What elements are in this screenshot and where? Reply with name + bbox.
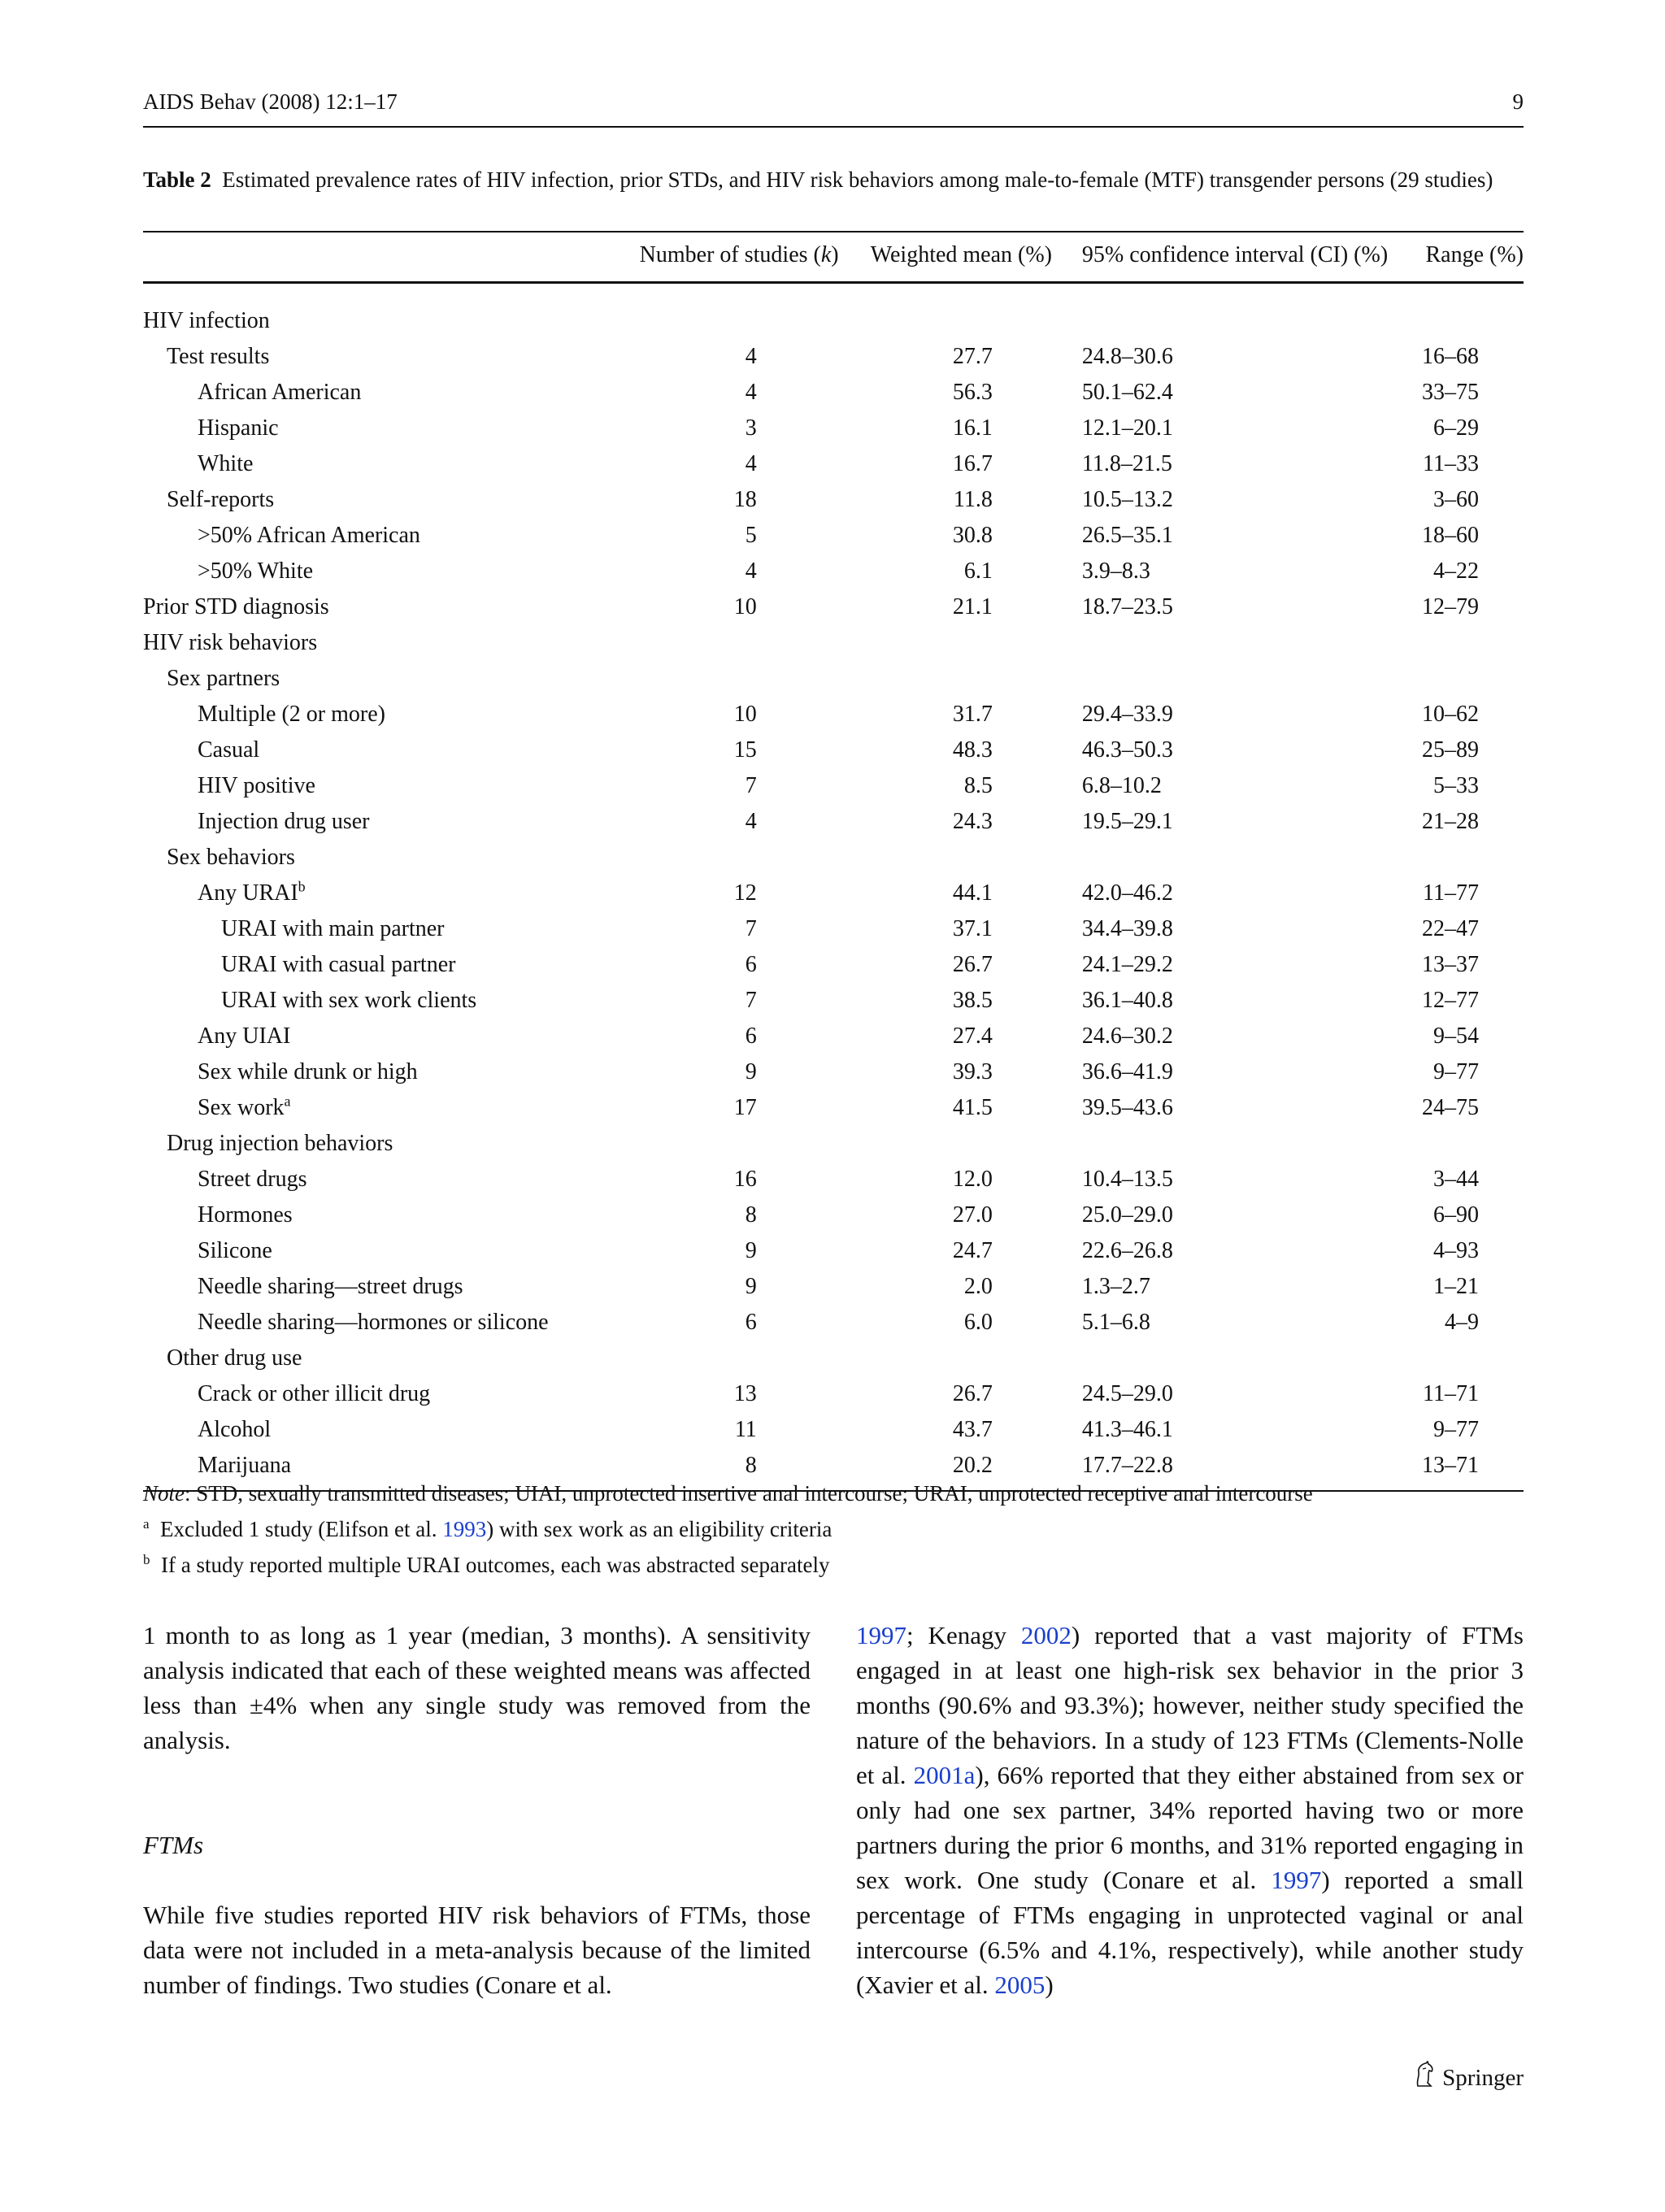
table-row [143,1376,1524,1412]
cell-range [1422,1126,1524,1162]
cell-k [640,1126,871,1162]
table-row [143,947,1524,983]
page-number: 9 [1512,89,1524,114]
cell-range: 3–44 [1433,1167,1479,1192]
cell-k: 13 [733,1381,757,1406]
section-title: FTMs [143,1831,204,1859]
citation-link[interactable]: 2005 [994,1971,1046,1999]
cell-mean: 27.0 [952,1202,993,1228]
col-header-ci: 95% confidence interval (CI) (%) [1081,242,1389,267]
col-header-range: Range (%) [1425,242,1524,267]
row-label [143,840,640,876]
row-label [143,554,640,589]
cell-range: 11–71 [1423,1381,1479,1406]
row-label [143,804,640,840]
cell-ci: 36.1–40.8 [1081,988,1173,1013]
cell-mean: 43.7 [952,1417,993,1442]
table-row [143,732,1524,768]
cell-ci: 50.1–62.4 [1081,380,1173,405]
cell-range: 4–22 [1433,558,1479,584]
row-label [143,947,640,983]
footnote-b-text: If a study reported multiple URAI outcomes, each was abstracted separately [161,1553,830,1577]
cell-k: 5 [745,523,757,548]
cell-k: 9 [745,1274,757,1299]
cell-range: 18–60 [1422,523,1479,548]
cell-k [640,303,871,339]
cell-k: 17 [733,1095,757,1120]
cell-mean [871,840,1082,876]
row-label-text: URAI with sex work clients [221,988,477,1013]
cell-mean [871,1341,1082,1376]
table-row [143,1162,1524,1197]
col-header-label [143,232,640,283]
publisher-footer [1411,2061,1524,2095]
cell-ci [1082,1341,1422,1376]
cell-range: 33–75 [1422,380,1479,405]
cell-k [640,661,871,697]
row-label [143,1341,640,1376]
cell-range: 9–54 [1433,1023,1479,1049]
cell-mean: 2.0 [963,1274,993,1299]
table-caption [143,165,1524,194]
cell-range [1422,625,1524,661]
table-row [143,1341,1524,1376]
cell-ci: 12.1–20.1 [1081,415,1173,441]
row-label [143,411,640,446]
row-label [143,1090,640,1126]
cell-k: 6 [745,1023,757,1049]
row-label-text: White [198,451,254,476]
row-label [143,1233,640,1269]
row-label [143,661,640,697]
row-label-text: Self-reports [167,487,275,512]
cell-mean: 24.3 [952,809,993,834]
cell-mean: 48.3 [952,737,993,763]
cell-ci [1082,625,1422,661]
table-row [143,339,1524,375]
cell-ci: 46.3–50.3 [1081,737,1173,763]
cell-ci: 6.8–10.2 [1081,773,1162,798]
table-row [143,768,1524,804]
table-row [143,661,1524,697]
cell-range: 12–79 [1422,594,1479,619]
cell-range: 21–28 [1422,809,1479,834]
cell-range: 9–77 [1433,1059,1479,1084]
cell-range: 13–71 [1422,1453,1479,1478]
row-label-text: African American [198,380,362,405]
row-label-text: URAI with casual partner [221,952,456,977]
row-label-text: Multiple (2 or more) [198,702,385,727]
cell-range: 1–21 [1433,1274,1479,1299]
prevalence-table [143,231,1524,1492]
cell-mean: 20.2 [952,1453,993,1478]
cell-k: 7 [745,988,757,1013]
cell-k: 12 [733,880,757,906]
cell-range: 5–33 [1433,773,1479,798]
row-label [143,339,640,375]
row-label-text: Needle sharing—hormones or silicone [198,1310,549,1335]
publisher-name: Springer [1442,2064,1524,2091]
col-header-mean: Weighted mean (%) [870,242,1053,267]
table-row [143,983,1524,1019]
row-label [143,1197,640,1233]
cell-ci: 41.3–46.1 [1081,1417,1173,1442]
cell-range: 6–90 [1433,1202,1479,1228]
table-row [143,303,1524,339]
table-row [143,1412,1524,1448]
right-column [856,1618,1524,2002]
row-label [143,1376,640,1412]
cell-ci: 24.8–30.6 [1081,344,1173,369]
footnote-a-text-before: Excluded 1 study (Elifson et al. [160,1517,443,1541]
cell-ci: 34.4–39.8 [1081,916,1173,941]
cell-mean: 6.0 [963,1310,993,1335]
row-label [143,697,640,732]
cell-ci: 29.4–33.9 [1081,702,1173,727]
cell-range: 6–29 [1433,415,1479,441]
row-label [143,589,640,625]
paragraph-text: ) reported a small percentage of FTMs engaging in unprotected vaginal or anal intercourse (6.5% and 4.1%, respectively), while another study (Xavier et al. [856,1866,1524,1999]
table-row [143,625,1524,661]
row-label-text: Marijuana [198,1453,292,1478]
cell-ci: 10.5–13.2 [1081,487,1173,512]
cell-ci: 11.8–21.5 [1081,451,1172,476]
cell-mean: 26.7 [952,1381,993,1406]
note-text: : STD, sexually transmitted diseases; UIAI, unprotected insertive anal intercourse; URAI, unprotected receptive anal intercourse [185,1481,1313,1506]
cell-k: 18 [733,487,757,512]
row-label-text: Test results [167,344,270,369]
citation-link[interactable]: 2001a [913,1761,976,1789]
cell-k: 3 [745,415,757,441]
cell-ci: 25.0–29.0 [1081,1202,1173,1228]
paragraph-text: ; Kenagy [906,1621,1021,1649]
cell-k: 11 [734,1417,757,1442]
k-symbol: k [820,242,832,267]
cell-mean: 39.3 [952,1059,993,1084]
table-row [143,518,1524,554]
cell-mean: 30.8 [952,523,993,548]
cell-k: 10 [733,702,757,727]
row-label-text: HIV infection [143,308,270,333]
cell-mean: 6.1 [963,558,993,584]
row-label [143,518,640,554]
cell-k: 9 [745,1059,757,1084]
cell-k: 7 [745,773,757,798]
row-label-text: HIV risk behaviors [143,630,318,655]
citation-link[interactable]: 2002 [1020,1621,1072,1649]
citation-link[interactable]: 1997 [856,1621,906,1649]
row-label [143,303,640,339]
footnote-marker: a [284,1093,291,1110]
cell-range [1422,303,1524,339]
row-label [143,876,640,911]
table-row [143,1197,1524,1233]
table-row [143,911,1524,947]
cell-range: 4–9 [1445,1310,1479,1335]
footnote-marker: b [298,878,306,895]
row-label-text: Street drugs [198,1167,307,1192]
cell-mean: 37.1 [952,916,993,941]
cell-k [640,625,871,661]
table-row [143,1305,1524,1341]
row-label [143,768,640,804]
table-row [143,1019,1524,1054]
paragraph-text: ) [1045,1971,1054,1999]
header-rule [143,126,1524,128]
cell-k: 4 [745,344,757,369]
cell-ci: 36.6–41.9 [1081,1059,1173,1084]
cell-mean: 26.7 [952,952,993,977]
journal-citation: AIDS Behav (2008) 12:1–17 [143,89,398,114]
cell-ci: 24.1–29.2 [1081,952,1173,977]
row-label-text: Any URAI [198,880,298,906]
row-label-text: Prior STD diagnosis [143,594,329,619]
running-head [143,89,1524,115]
cell-range: 11–33 [1423,451,1479,476]
row-label [143,446,640,482]
cell-ci: 3.9–8.3 [1081,558,1150,584]
table-row [143,804,1524,840]
cell-range [1422,840,1524,876]
row-label-text: Any UIAI [198,1023,291,1049]
table-row [143,1054,1524,1090]
row-label-text: Sex work [198,1095,285,1120]
row-label-text: Silicone [198,1238,272,1263]
cell-k: 4 [745,380,757,405]
row-label-text: Hispanic [198,415,279,441]
cell-k: 4 [745,451,757,476]
cell-range: 16–68 [1422,344,1479,369]
cell-k: 8 [745,1202,757,1228]
cell-range: 10–62 [1422,702,1479,727]
cell-range: 12–77 [1422,988,1479,1013]
cell-range: 9–77 [1433,1417,1479,1442]
cell-k [640,1341,871,1376]
footnote-a-ref-link[interactable]: 1993 [442,1517,487,1541]
table-body [143,283,1524,1492]
row-label [143,1305,640,1341]
cell-mean: 41.5 [952,1095,993,1120]
cell-mean: 31.7 [952,702,993,727]
row-label-text: Casual [198,737,260,763]
row-label-text: Needle sharing—street drugs [198,1274,463,1299]
springer-horse-icon [1411,2061,1436,2095]
citation-link[interactable]: 1997 [1271,1866,1322,1894]
cell-ci: 19.5–29.1 [1081,809,1173,834]
cell-mean [871,661,1082,697]
col-header-k: Number of studies (k) [639,242,839,267]
table-caption-text: Estimated prevalence rates of HIV infection, prior STDs, and HIV risk behaviors among male-to-female (MTF) transgender persons (29 studies) [222,167,1493,192]
row-label-text: URAI with main partner [221,916,445,941]
table-row [143,411,1524,446]
table-row [143,1269,1524,1305]
table-spacer [143,283,1524,304]
cell-ci [1082,661,1422,697]
cell-mean: 24.7 [952,1238,993,1263]
footnote-b-mark: b [143,1552,150,1567]
cell-mean: 8.5 [963,773,993,798]
cell-ci: 1.3–2.7 [1081,1274,1150,1299]
cell-mean: 16.7 [952,451,993,476]
cell-mean: 27.7 [952,344,993,369]
row-label-text: HIV positive [198,773,315,798]
row-label-text: Hormones [198,1202,293,1228]
cell-ci: 17.7–22.8 [1081,1453,1173,1478]
footnote-b [143,1547,1524,1583]
cell-ci [1082,1126,1422,1162]
paragraph-text: ), 66% reported that they either abstained from sex or only had one sex partner, 34% reported having two or more partners during the prior 6 months, and 31% reported engaging in sex work. One study (Conare et al. [856,1761,1524,1894]
cell-range [1422,661,1524,697]
left-paragraph-2: While five studies reported HIV risk behaviors of FTMs, those data were not included in a meta-analysis because of the limited number of findings. Two studies (Conare et al. [143,1901,811,1999]
table-row [143,840,1524,876]
cell-k: 4 [745,809,757,834]
cell-range [1422,1341,1524,1376]
cell-ci: 22.6–26.8 [1081,1238,1173,1263]
cell-ci [1082,840,1422,876]
cell-ci: 10.4–13.5 [1081,1167,1173,1192]
cell-range: 25–89 [1422,737,1479,763]
row-label-text: Sex behaviors [167,845,295,870]
row-label [143,1412,640,1448]
note-line [143,1475,1524,1511]
table-row [143,554,1524,589]
footnote-a [143,1511,1524,1547]
cell-mean: 16.1 [952,415,993,441]
cell-mean: 27.4 [952,1023,993,1049]
row-label-text: Crack or other illicit drug [198,1381,431,1406]
row-label [143,732,640,768]
cell-range: 3–60 [1433,487,1479,512]
cell-range: 22–47 [1422,916,1479,941]
table-row [143,1233,1524,1269]
table-row [143,375,1524,411]
cell-range: 11–77 [1423,880,1479,906]
table-row [143,482,1524,518]
footnote-a-mark: a [143,1516,150,1532]
cell-k: 15 [733,737,757,763]
table-row [143,876,1524,911]
cell-k: 4 [745,558,757,584]
row-label-text: >50% White [198,558,314,584]
table-row [143,1126,1524,1162]
cell-range: 13–37 [1422,952,1479,977]
row-label [143,482,640,518]
cell-k [640,840,871,876]
cell-mean [871,303,1082,339]
row-label [143,625,640,661]
row-label-text: Alcohol [198,1417,272,1442]
table-label: Table 2 [143,167,211,192]
cell-ci [1082,303,1422,339]
row-label-text: Other drug use [167,1345,302,1371]
cell-k: 8 [745,1453,757,1478]
table-row [143,697,1524,732]
right-paragraph [856,1618,1524,2002]
note-label: Note [143,1481,185,1506]
table-notes [143,1475,1524,1583]
cell-ci: 18.7–23.5 [1081,594,1173,619]
row-label-text: Drug injection behaviors [167,1131,393,1156]
table-row [143,589,1524,625]
cell-ci: 42.0–46.2 [1081,880,1173,906]
row-label [143,1054,640,1090]
paragraph-text: ) reported that a vast majority of FTMs engaged in at least one high-risk sex behavior in the prior 3 months (90.6% and 93.3%); however, neither study specified the nature of the behaviors. In a study of 123 FTMs (Clements-Nolle et al. [856,1621,1524,1789]
cell-k: 10 [733,594,757,619]
row-label [143,1126,640,1162]
row-label [143,911,640,947]
cell-ci: 5.1–6.8 [1081,1310,1150,1335]
cell-k: 6 [745,1310,757,1335]
cell-mean [871,1126,1082,1162]
footnote-a-text-after: ) with sex work as an eligibility criteria [486,1517,832,1541]
row-label [143,1019,640,1054]
table-row [143,1090,1524,1126]
cell-mean: 21.1 [952,594,993,619]
cell-k: 6 [745,952,757,977]
row-label [143,1162,640,1197]
cell-mean [871,625,1082,661]
cell-mean: 11.8 [953,487,993,512]
row-label [143,1269,640,1305]
cell-mean: 38.5 [952,988,993,1013]
cell-ci: 26.5–35.1 [1081,523,1173,548]
row-label-text: >50% African American [198,523,420,548]
cell-k: 7 [745,916,757,941]
cell-range: 4–93 [1433,1238,1479,1263]
row-label [143,375,640,411]
cell-ci: 24.6–30.2 [1081,1023,1173,1049]
left-paragraph-1: 1 month to as long as 1 year (median, 3 months). A sensitivity analysis indicated that each of these weighted means was affected less than ±4% when any single study was removed from the analysis. [143,1621,811,1754]
cell-mean: 44.1 [952,880,993,906]
table-row [143,446,1524,482]
table-header-row [143,232,1524,283]
row-label-text: Sex partners [167,666,280,691]
cell-k: 16 [733,1167,757,1192]
cell-k: 9 [745,1238,757,1263]
cell-mean: 56.3 [952,380,993,405]
row-label-text: Sex while drunk or high [198,1059,418,1084]
row-label [143,983,640,1019]
row-label-text: Injection drug user [198,809,370,834]
cell-mean: 12.0 [952,1167,993,1192]
cell-range: 24–75 [1422,1095,1479,1120]
cell-ci: 39.5–43.6 [1081,1095,1173,1120]
left-column [143,1618,811,2002]
cell-ci: 24.5–29.0 [1081,1381,1173,1406]
